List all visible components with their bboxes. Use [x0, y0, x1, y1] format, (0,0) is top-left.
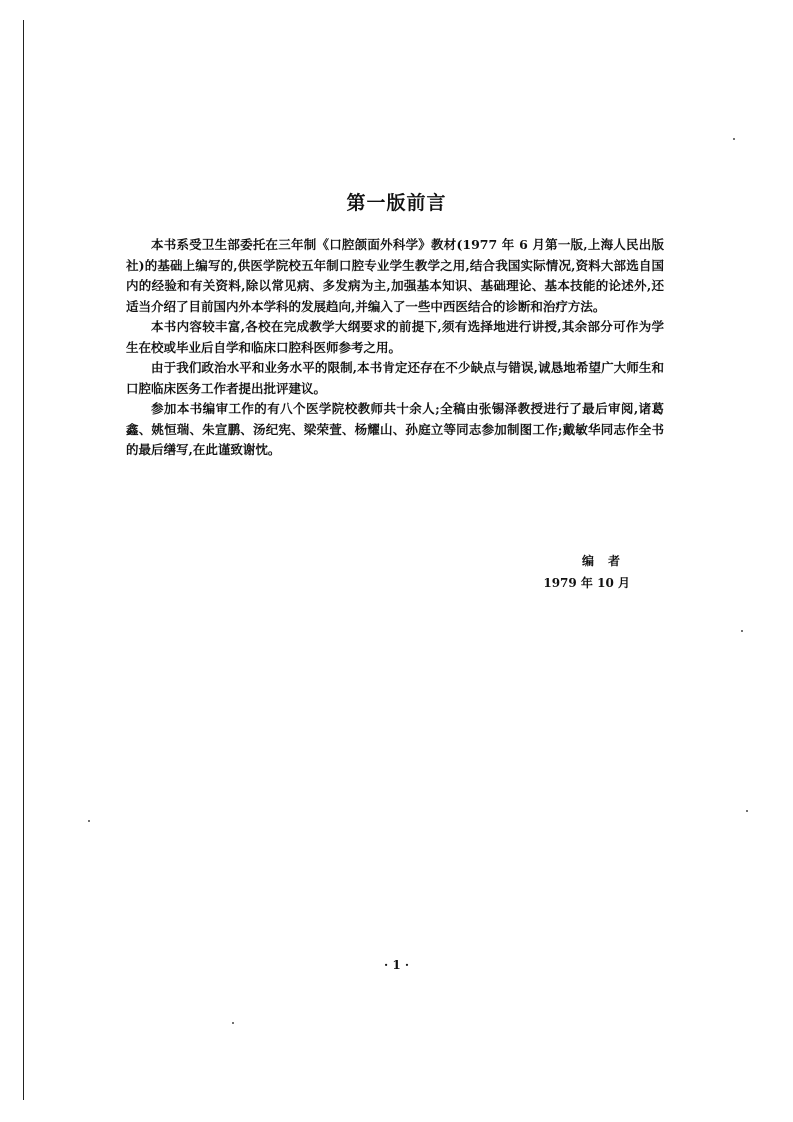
- preface-body: [126, 235, 664, 461]
- signature-block: [520, 550, 634, 594]
- paragraph-4: 参加本书编审工作的有八个医学院校教师共十余人;全稿由张锡泽教授进行了最后审阅,诸葛鑫、姚恒瑞、朱宣鹏、汤纪宪、梁荣萱、杨耀山、孙庭立等同志参加制图工作;戴敏华同志作全书的最后缮写,在此谨致谢忱。: [126, 401, 664, 457]
- paragraph-3: 由于我们政治水平和业务水平的限制,本书肯定还存在不少缺点与错误,诚恳地希望广大师生和口腔临床医务工作者提出批评建议。: [126, 360, 664, 396]
- page-number: · 1 ·: [383, 958, 410, 972]
- scan-speck: [88, 820, 90, 822]
- scan-speck: [746, 810, 748, 812]
- page-edge-rule: [23, 20, 24, 1100]
- scan-speck: [741, 630, 743, 632]
- page-title: 第一版前言: [346, 192, 447, 214]
- paragraph-2: 本书内容较丰富,各校在完成教学大纲要求的前提下,须有选择地进行讲授,其余部分可作为学生在校或毕业后自学和临床口腔科医师参考之用。: [126, 319, 664, 355]
- signature-date: 1979 年 10 月: [543, 576, 630, 590]
- signature-author: 编者: [581, 554, 634, 568]
- scan-speck: [232, 1022, 234, 1024]
- scan-speck: [733, 138, 735, 140]
- paragraph-1: 本书系受卫生部委托在三年制《口腔颌面外科学》教材(1977 年 6 月第一版,上海人民出版社)的基础上编写的,供医学院校五年制口腔专业学生教学之用,结合我国实际情况,资料大部选自国内的经验和有关资料,除以常见病、多发病为主,加强基本知识、基础理论、基本技能的论述外,还适当介绍了目前国内外本学科的发展趋向,并编入了一些中西医结合的诊断和治疗方法。: [126, 237, 664, 314]
